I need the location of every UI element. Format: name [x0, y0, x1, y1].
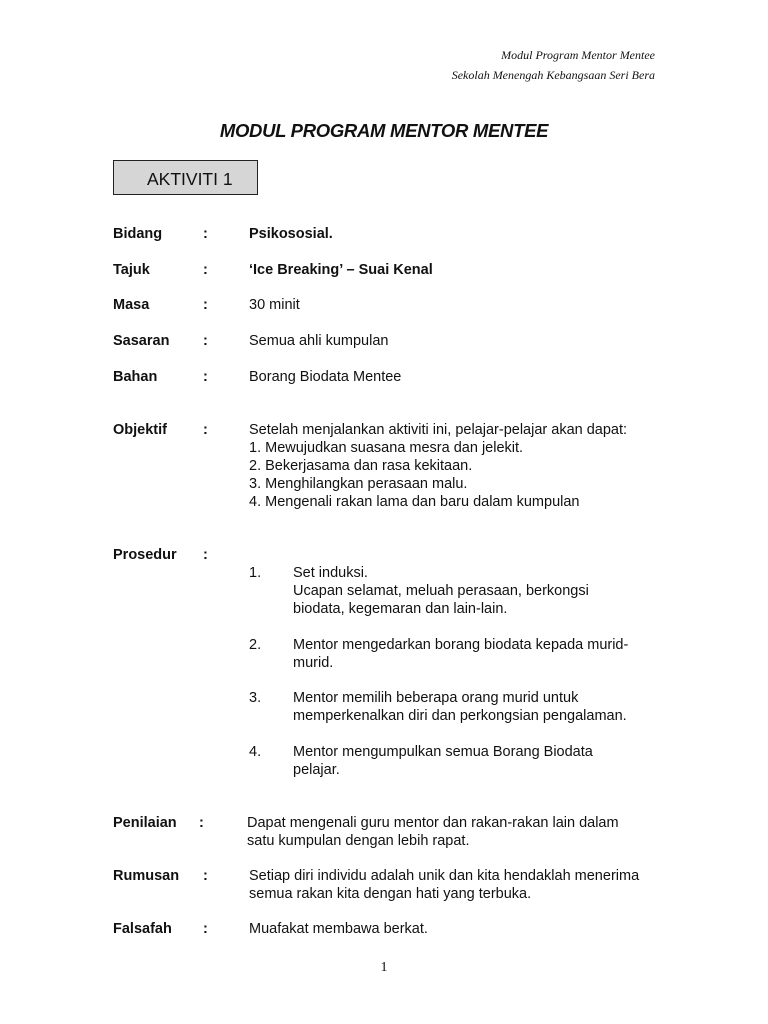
activity-label: AKTIVITI 1 — [147, 169, 233, 189]
colon: : — [199, 815, 204, 831]
colon: : — [203, 547, 208, 563]
objektif-item: 3. Menghilangkan perasaan malu. — [249, 476, 468, 492]
label-sasaran: Sasaran — [113, 333, 170, 349]
objektif-item: 4. Mengenali rakan lama dan baru dalam kumpulan — [249, 494, 580, 510]
label-rumusan: Rumusan — [113, 868, 180, 884]
colon: : — [203, 333, 208, 349]
step-text: Mentor memilih beberapa orang murid untuk memperkenalkan diri dan perkongsian pengalaman. — [293, 690, 627, 724]
header-module-name: Modul Program Mentor Mentee — [501, 48, 655, 62]
label-bidang: Bidang — [113, 226, 163, 242]
colon: : — [203, 369, 208, 385]
step-text: Mentor mengedarkan borang biodata kepada murid- murid. — [293, 637, 629, 671]
label-penilaian: Penilaian — [113, 815, 177, 831]
value-tajuk: ‘Ice Breaking’ – Suai Kenal — [249, 262, 433, 278]
step-number: 4. — [249, 744, 262, 760]
value-bidang: Psikososial. — [249, 226, 333, 242]
label-masa: Masa — [113, 297, 150, 313]
label-falsafah: Falsafah — [113, 921, 172, 937]
colon: : — [203, 262, 208, 278]
step-number: 3. — [249, 690, 262, 706]
label-objektif: Objektif — [113, 422, 167, 438]
objektif-item: 1. Mewujudkan suasana mesra dan jelekit. — [249, 440, 524, 456]
value-falsafah: Muafakat membawa berkat. — [249, 921, 428, 937]
colon: : — [203, 921, 208, 937]
colon: : — [203, 297, 208, 313]
objektif-item: 2. Bekerjasama dan rasa kekitaan. — [249, 458, 473, 474]
header-school-name: Sekolah Menengah Kebangsaan Seri Bera — [451, 68, 655, 82]
page-number: 1 — [380, 960, 388, 975]
activity-box — [113, 160, 258, 195]
label-prosedur: Prosedur — [113, 547, 177, 563]
value-sasaran: Semua ahli kumpulan — [249, 333, 389, 349]
objektif-block — [249, 421, 627, 511]
label-tajuk: Tajuk — [113, 262, 150, 278]
objektif-intro: Setelah menjalankan aktiviti ini, pelajar-pelajar akan dapat: — [249, 422, 628, 438]
colon: : — [203, 226, 208, 242]
step-text: Set induksi. Ucapan selamat, meluah perasaan, berkongsi biodata, kegemaran dan lain-lain. — [293, 565, 589, 617]
value-bahan: Borang Biodata Mentee — [249, 369, 402, 385]
rumusan-text: Setiap diri individu adalah unik dan kita hendaklah menerima semua rakan kita dengan hati yang terbuka. — [249, 868, 640, 902]
step-text: Mentor mengumpulkan semua Borang Biodata pelajar. — [293, 744, 593, 778]
penilaian-text: Dapat mengenali guru mentor dan rakan-rakan lain dalam satu kumpulan dengan lebih rapat. — [247, 815, 619, 849]
step-number: 2. — [249, 637, 262, 653]
document-title: MODUL PROGRAM MENTOR MENTEE — [219, 120, 549, 141]
value-masa: 30 minit — [249, 297, 300, 313]
colon: : — [203, 422, 208, 438]
label-bahan: Bahan — [113, 369, 158, 385]
colon: : — [203, 868, 208, 884]
step-number: 1. — [249, 565, 262, 581]
